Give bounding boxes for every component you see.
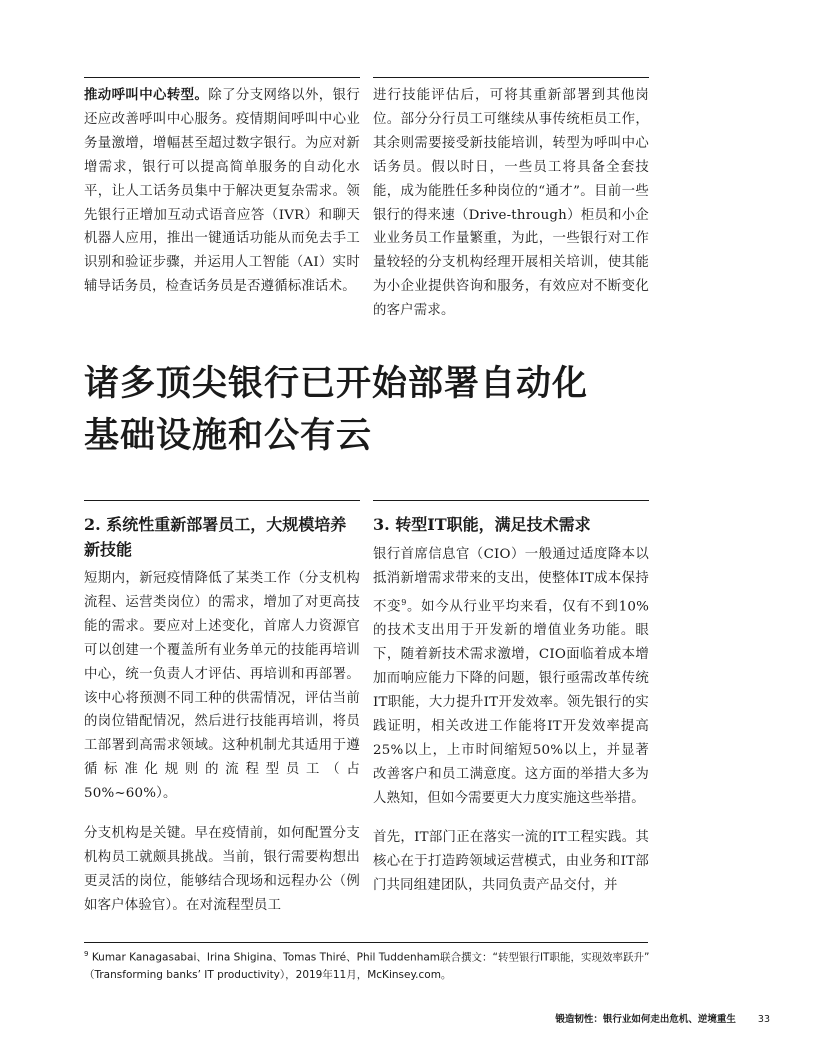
top-right-column [373, 84, 649, 323]
section3-paragraph-1 [373, 543, 649, 810]
page-number: 33 [757, 1014, 770, 1025]
section2-rule [84, 500, 360, 501]
footnote-marker: 9 [84, 950, 89, 958]
footnote-line-2: （Transforming banks’ IT productivity），2019年11月，McKinsey.com。 [84, 968, 452, 981]
footnote [84, 946, 684, 984]
top-right-rule [373, 77, 649, 78]
section3-rule [373, 500, 649, 501]
footer-title: 锻造韧性：银行业如何走出危机、逆境重生 [555, 1014, 736, 1025]
footnote-ref-9[interactable]: 9 [401, 597, 407, 607]
top-right-paragraph: 进行技能评估后，可将其重新部署到其他岗位。部分分行员工可继续从事传统柜员工作，其余则需要接受新技能培训，转型为呼叫中心话务员。假以时日，一些员工将具备全套技能，成为能胜任多种岗位的“通才”。目前一些银行的得来速（Drive-through）柜员和小企业业务员工作量繁重，为此，一些银行对工作量较轻的分支机构经理开展相关培训，使其能为小企业提供咨询和服务，有效应对不断变化的客户需求。 [373, 88, 649, 319]
footnote-line-1: Kumar Kanagasabai、Irina Shigina、Tomas Thiré、Phil Tuddenham联合撰文：“转型银行IT职能，实现效率跃升” [91, 951, 650, 964]
section2-paragraph-1: 短期内，新冠疫情降低了某类工作（分支机构流程、运营类岗位）的需求，增加了对更高技能的需求。要应对上述变化，首席人力资源官可以创建一个覆盖所有业务单元的技能再培训中心，统一负责人才评估、再培训和再部署。该中心将预测不同工种的供需情况，评估当前的岗位错配情况，然后进行技能再培训，将员工部署到高需求领域。这种机制尤其适用于遵循标准化规则的流程型员工（占50%~60%）。 [84, 571, 360, 802]
section-headline [84, 358, 684, 462]
footnote-rule [84, 942, 648, 943]
section3-body [373, 543, 649, 898]
section3-para1-text-a: 银行首席信息官（CIO）一般通过适度降本以抵消新增需求带来的支出，使整体IT成本保持不变 [373, 547, 649, 615]
section2-paragraph-2: 分支机构是关键。早在疫情前，如何配置分支机构员工就颇具挑战。当前，银行需要构想出更灵活的岗位，能够结合现场和远程办公（例如客户体验官）。在对流程型员工 [84, 826, 360, 913]
section3-heading: 3. 转型IT职能，满足技术需求 [373, 515, 591, 534]
top-left-paragraph [84, 84, 360, 299]
headline-line-2: 基础设施和公有云 [84, 415, 373, 456]
section3-para1-text-b: 。如今从行业平均来看，仅有不到10%的技术支出用于开发新的增值业务功能。眼下，随着新技术需求激增，CIO面临着成本增加而响应能力下降的问题，银行亟需改革传统IT职能，大力提升IT开发效率。领先银行的实践证明，相关改进工作能将IT开发效率提高25%以上，上市时间缩短50%以上，并显著改善客户和员工满意度。这方面的举措大多为人熟知，但如今需要更大力度实施这些举措。 [373, 599, 649, 806]
page-footer [500, 1013, 770, 1027]
section2-heading: 2. 系统性重新部署员工，大规模培养新技能 [84, 515, 347, 559]
headline-line-1: 诸多顶尖银行已开始部署自动化 [84, 363, 589, 404]
top-left-rule [84, 77, 360, 78]
top-left-column [84, 84, 360, 299]
top-left-text: 除了分支网络以外，银行还应改善呼叫中心服务。疫情期间呼叫中心业务量激增，增幅甚至超过数字银行。为应对新增需求，银行可以提高简单服务的自动化水平，让人工话务员集中于解决更复杂需求。领先银行正增加互动式语音应答（IVR）和聊天机器人应用，推出一键通话功能从而免去手工识别和验证步骤，并运用人工智能（AI）实时辅导话务员，检查话务员是否遵循标准话术。 [84, 88, 360, 295]
lead-in-bold: 推动呼叫中心转型。 [84, 87, 209, 103]
section3-paragraph-2: 首先，IT部门正在落实一流的IT工程实践。其核心在于打造跨领域运营模式，由业务和IT部门共同组建团队，共同负责产品交付，并 [373, 830, 649, 894]
section2-body [84, 567, 360, 918]
